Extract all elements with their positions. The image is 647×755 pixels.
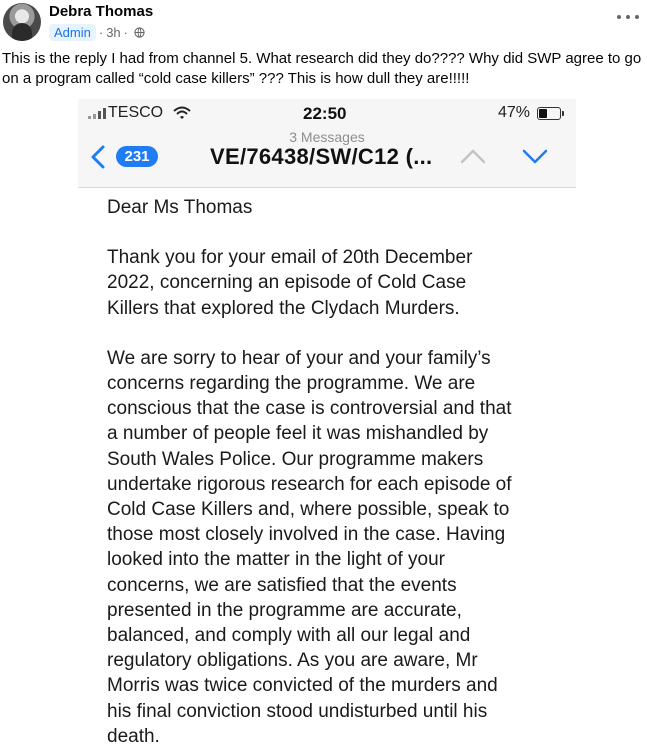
- email-subject: VE/76438/SW/C12 (...: [210, 144, 433, 169]
- email-screenshot[interactable]: [78, 99, 576, 755]
- mail-nav-bar: [78, 127, 576, 188]
- post-text: This is the reply I had from channel 5. What research did they do???? Why did SWP agree to go on a program called “cold case killers” ??? This is how dull they are!!!!!: [2, 50, 646, 87]
- chevron-down-icon[interactable]: [521, 147, 549, 165]
- email-paragraph: Thank you for your email of 20th December 2022, concerning an episode of Cold Case Killers that explored the Clydach Murders.: [107, 247, 473, 319]
- unread-count-badge[interactable]: 231: [116, 146, 158, 167]
- post-author[interactable]: Debra Thomas: [49, 3, 154, 20]
- email-body: [107, 192, 567, 749]
- globe-icon: [134, 27, 145, 38]
- battery-percent: 47%: [498, 104, 531, 121]
- avatar[interactable]: [3, 3, 41, 41]
- status-bar: [78, 99, 576, 127]
- battery-icon: [537, 107, 561, 120]
- message-count: 3 Messages: [289, 129, 365, 145]
- email-paragraph: We are sorry to hear of your and your family’s concerns regarding the programme. We are conscious that the case is controversial and that a number of people feel it was mishandled by South Wales Police. Our programme makers undertake rigorous research for each episode of Cold Case Killers and, where possible, speak to those most closely involved in the case. Having looked into the matter in the light of your concerns, we are satisfied that the events presented in the programme are accurate, balanced, and comply with all our legal and regulatory obligations. As you are aware, Mr Morris was twice convicted of the murders and his final conviction stood undisturbed until his death.: [107, 347, 512, 747]
- post-meta: Admin · 3h ·: [49, 23, 145, 41]
- admin-badge[interactable]: Admin: [49, 24, 96, 41]
- chevron-left-icon[interactable]: [88, 144, 110, 170]
- more-options-icon[interactable]: [617, 10, 639, 24]
- clock: 22:50: [303, 104, 347, 123]
- post-time[interactable]: 3h: [106, 24, 121, 40]
- carrier-name: TESCO: [108, 104, 164, 121]
- chevron-up-icon[interactable]: [459, 147, 487, 165]
- email-greeting: Dear Ms Thomas: [107, 197, 253, 218]
- signal-icon: [88, 108, 106, 119]
- wifi-icon: [173, 106, 191, 120]
